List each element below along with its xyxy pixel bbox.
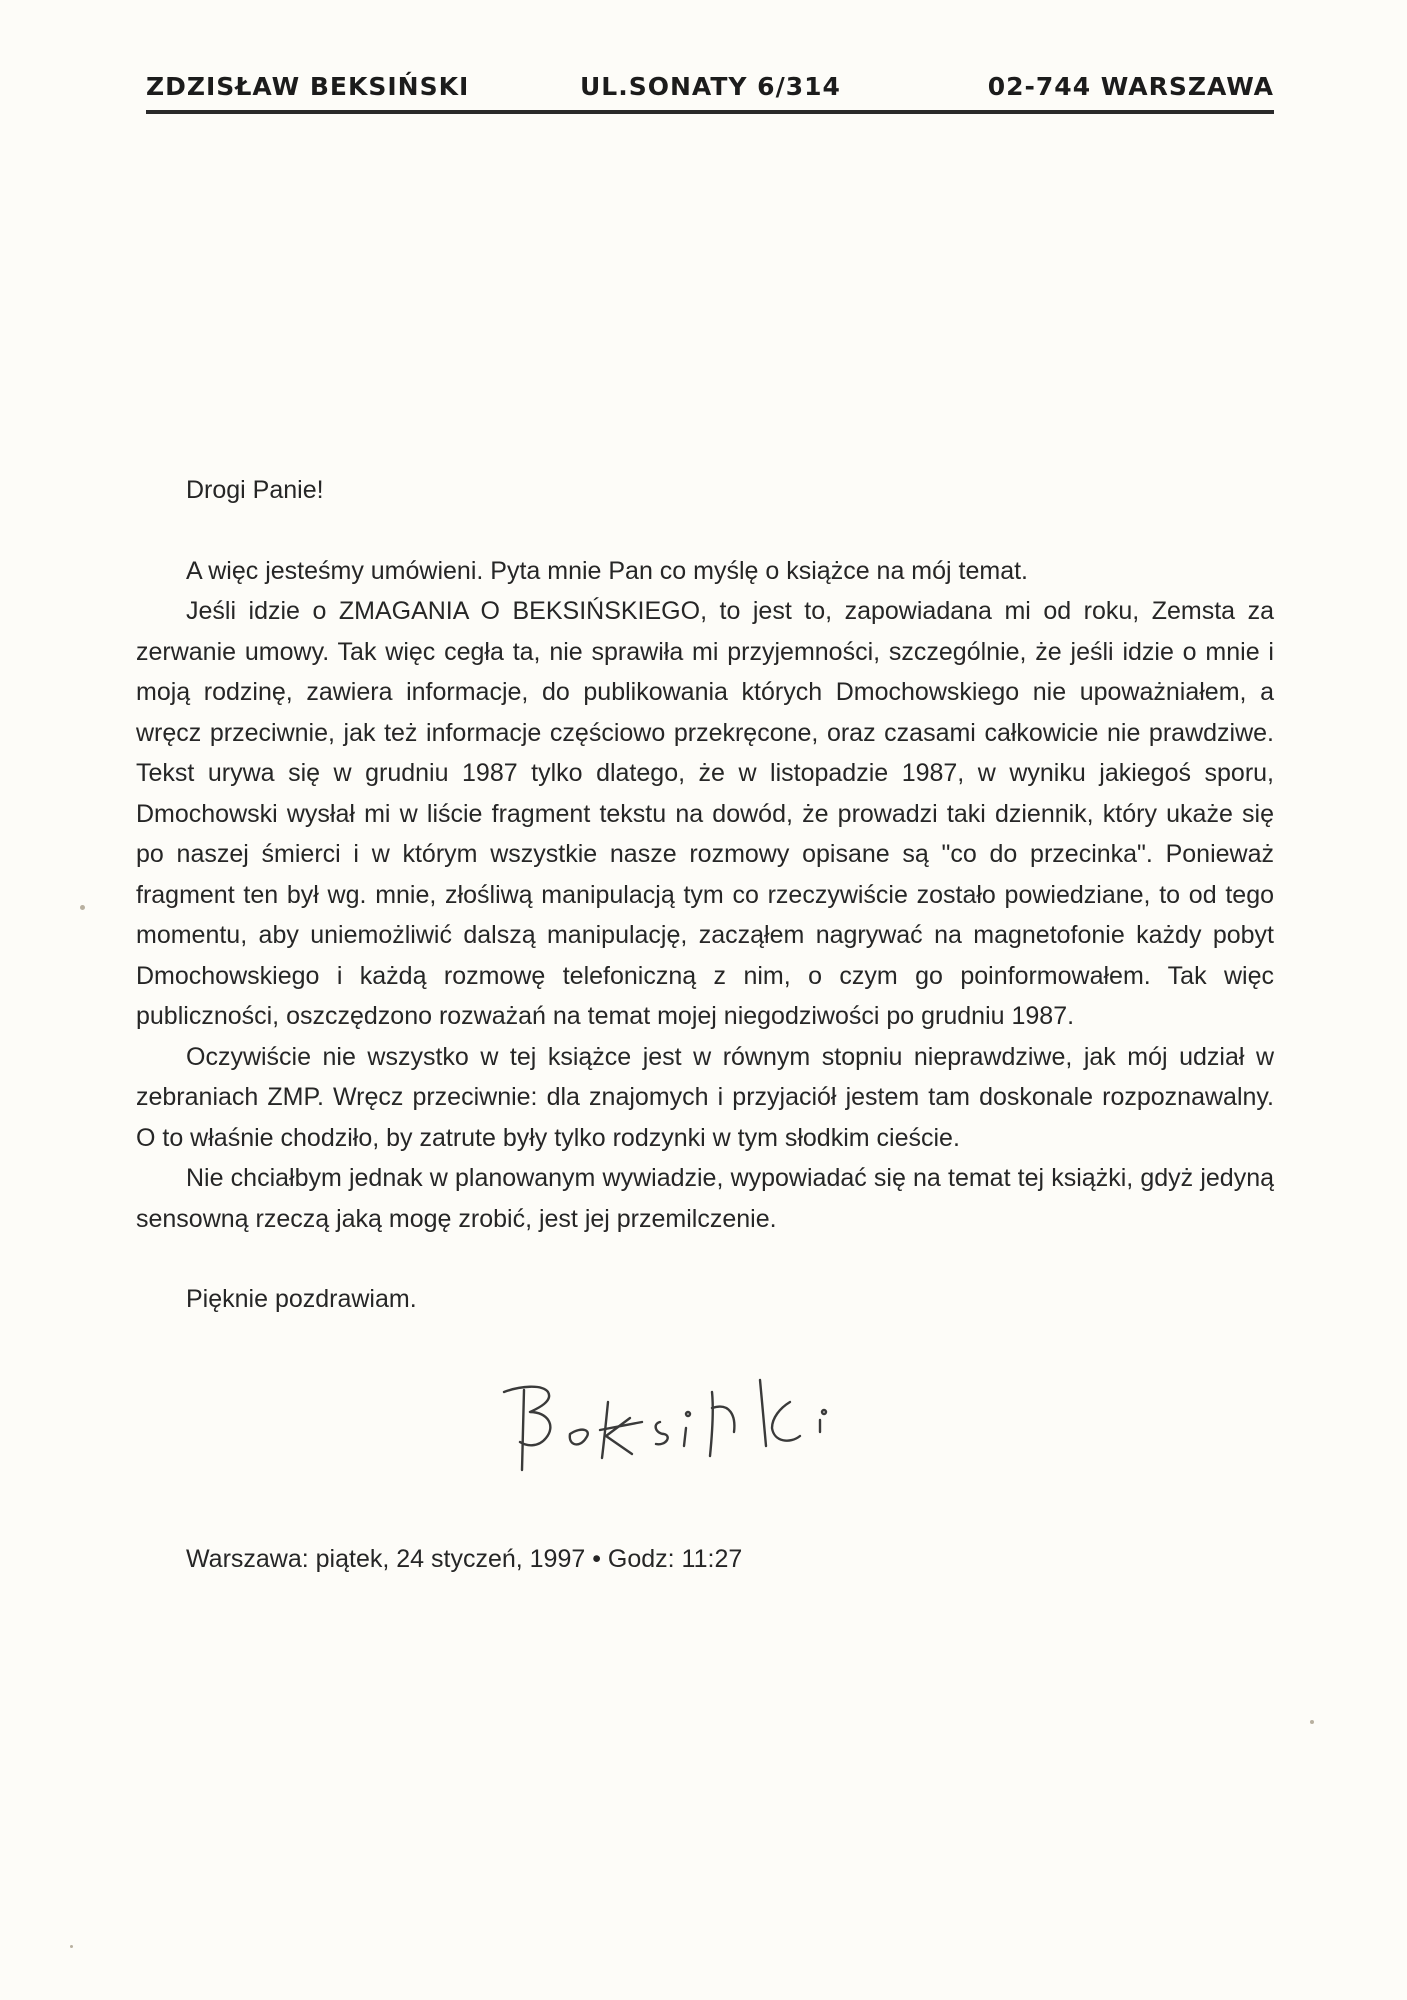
letter-body [136, 470, 1274, 1320]
sender-name: ZDZISŁAW BEKSIŃSKI [146, 72, 470, 101]
salutation: Drogi Panie! [186, 476, 324, 504]
letter-paragraphs [136, 551, 1274, 1240]
paper-speck [70, 1945, 73, 1948]
closing: Pięknie pozdrawiam. [186, 1285, 417, 1313]
sender-city: 02-744 WARSZAWA [987, 72, 1274, 101]
handwritten-signature [490, 1362, 880, 1482]
sender-street: UL.SONATY 6/314 [580, 72, 841, 101]
paragraph: Nie chciałbym jednak w planowanym wywiadzie, wypowiadać się na temat tej książki, gdyż jedyną sensowną rzeczą jaką mogę zrobić, jest jej przemilczenie. [136, 1164, 1274, 1233]
letterhead-rule [146, 110, 1274, 114]
paragraph: Jeśli idzie o ZMAGANIA O BEKSIŃSKIEGO, to jest to, zapowiadana mi od roku, Zemsta za zerwanie umowy. Tak więc cegła ta, nie sprawiła mi przyjemności, szczególnie, że jeśli idzie o mnie i moją rodzinę, zawiera informacje, do publikowania których Dmochowskiego nie upoważniałem, a wręcz przeciwnie, jak też informacje częściowo przekręcone, oraz czasami całkowicie nie prawdziwe. Tekst urywa się w grudniu 1987 tylko dlatego, że w listopadzie 1987, w wyniku jakiegoś sporu, Dmochowski wysłał mi w liście fragment tekstu na dowód, że prowadzi taki dziennik, który ukaże się po naszej śmierci i w którym wszystkie nasze rozmowy opisane są "co do przecinka". Ponieważ fragment ten był wg. mnie, złośliwą manipulacją tym co rzeczywiście zostało powiedziane, to od tego momentu, aby uniemożliwić dalszą manipulację, zacząłem nagrywać na magnetofonie każdy pobyt Dmochowskiego i każdą rozmowę telefoniczną z nim, o czym go poinformowałem. Tak więc publiczności, oszczędzono rozważań na temat mojej niegodziwości po grudniu 1987. [136, 597, 1274, 1030]
paper-speck [80, 905, 85, 910]
date-time-line: Warszawa: piątek, 24 styczeń, 1997 • Godz: 11:27 [186, 1545, 743, 1573]
paragraph: Oczywiście nie wszystko w tej książce jest w równym stopniu nieprawdziwe, jak mój udział w zebraniach ZMP. Wręcz przeciwnie: dla znajomych i przyjaciół jestem tam doskonale rozpoznawalny. O to właśnie chodziło, by zatrute były tylko rodzynki w tym słodkim cieście. [136, 1042, 1274, 1152]
letterhead [146, 72, 1274, 114]
paragraph: A więc jesteśmy umówieni. Pyta mnie Pan co myślę o książce na mój temat. [186, 556, 1028, 585]
paper-speck [1310, 1720, 1314, 1724]
